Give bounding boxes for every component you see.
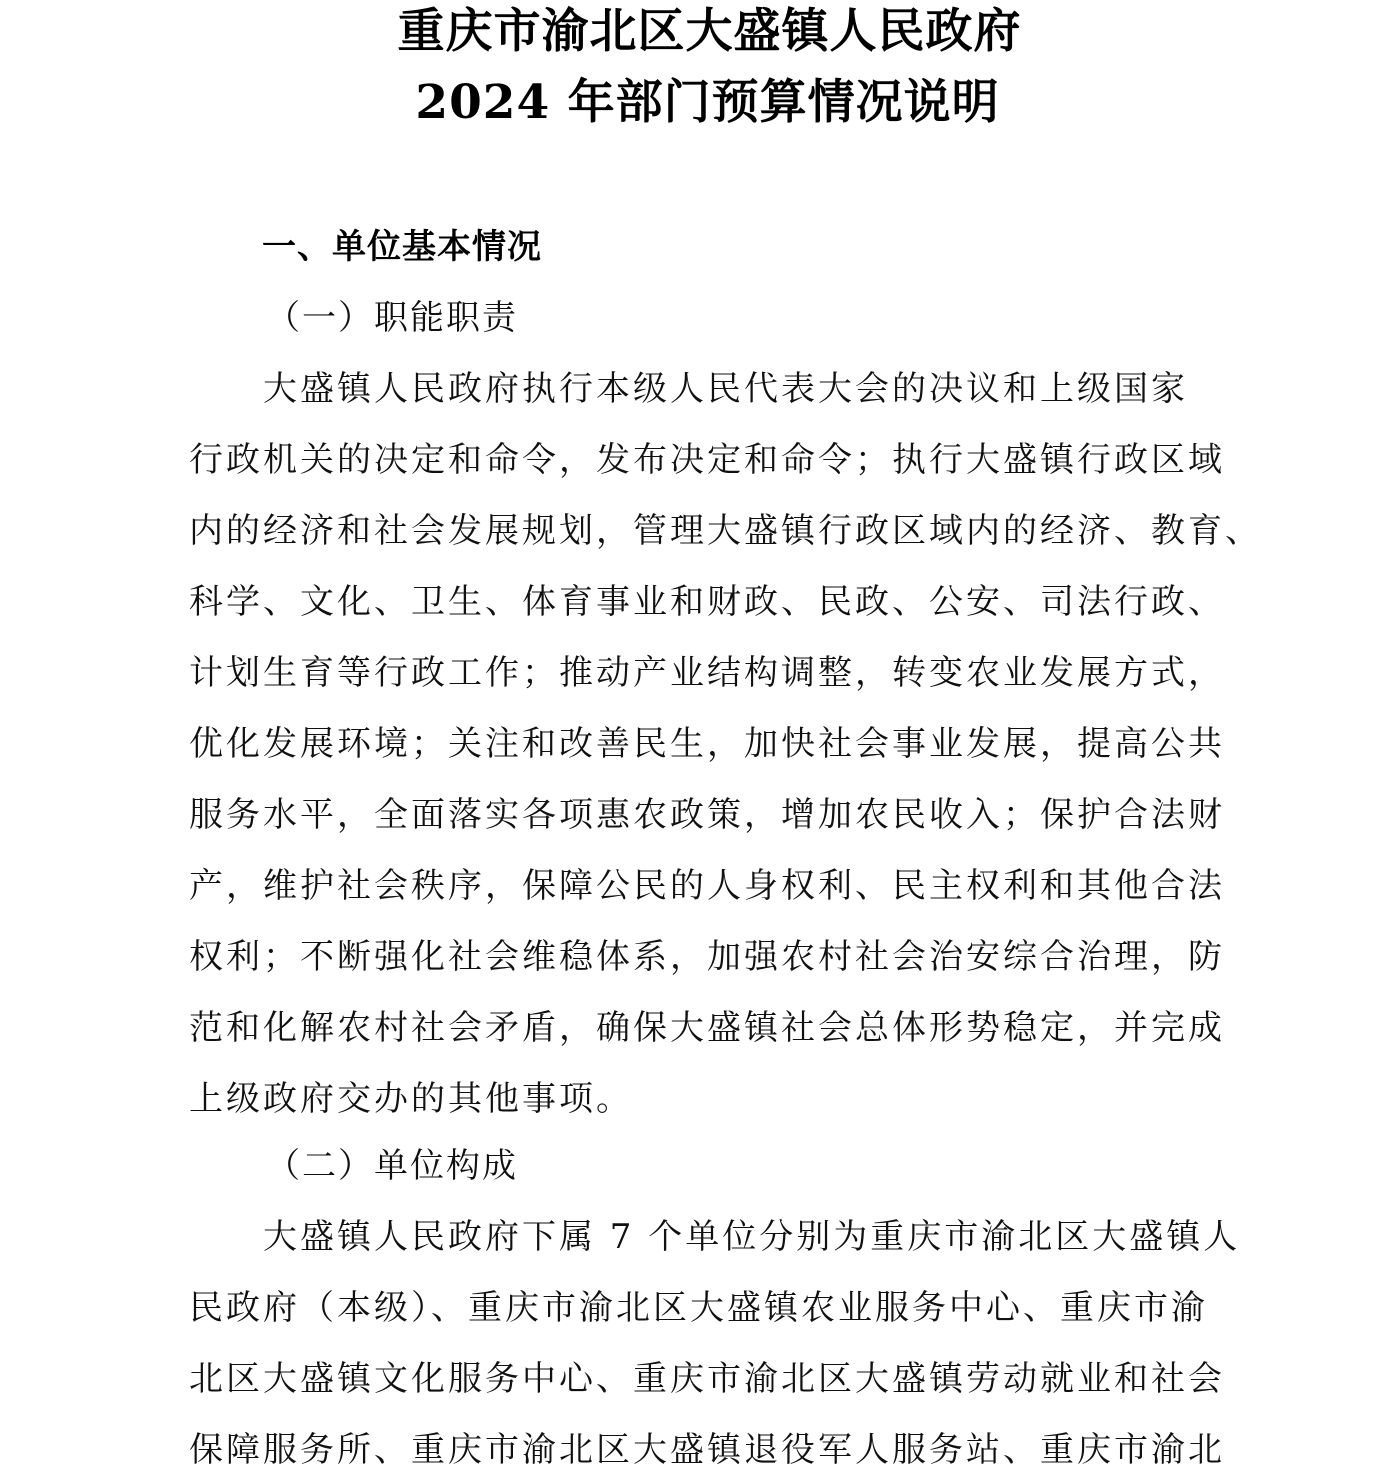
paragraph-line: 上级政府交办的其他事项。 [189, 1079, 633, 1119]
paragraph-line: 行政机关的决定和命令，发布决定和命令；执行大盛镇行政区域 [189, 440, 1225, 480]
paragraph-line: 大盛镇人民政府下属 7 个单位分别为重庆市渝北区大盛镇人 [189, 1217, 1241, 1257]
section-heading-basic-info: 一、单位基本情况 [262, 227, 542, 267]
subsection-heading-composition: （二）单位构成 [266, 1146, 518, 1186]
document-title-line-1: 重庆市渝北区大盛镇人民政府 [397, 4, 1022, 59]
paragraph-line: 科学、文化、卫生、体育事业和财政、民政、公安、司法行政、 [189, 582, 1225, 622]
paragraph-composition [189, 1202, 1259, 1468]
paragraph-line: 保障服务所、重庆市渝北区大盛镇退役军人服务站、重庆市渝北 [189, 1430, 1225, 1468]
paragraph-line: 北区大盛镇文化服务中心、重庆市渝北区大盛镇劳动就业和社会 [189, 1359, 1225, 1399]
paragraph-line: 范和化解农村社会矛盾，确保大盛镇社会总体形势稳定，并完成 [189, 1008, 1225, 1048]
paragraph-line: 大盛镇人民政府执行本级人民代表大会的决议和上级国家 [189, 369, 1188, 409]
paragraph-line: 服务水平，全面落实各项惠农政策，增加农民收入；保护合法财 [189, 795, 1225, 835]
paragraph-functions [189, 354, 1262, 1135]
paragraph-line: 内的经济和社会发展规划，管理大盛镇行政区域内的经济、教育、 [189, 511, 1262, 551]
paragraph-line: 计划生育等行政工作；推动产业结构调整，转变农业发展方式， [189, 653, 1225, 693]
document-title-line-2: 2024 年部门预算情况说明 [415, 75, 1000, 130]
paragraph-line: 民政府（本级）、重庆市渝北区大盛镇农业服务中心、重庆市渝 [189, 1288, 1208, 1328]
paragraph-line: 优化发展环境；关注和改善民生，加快社会事业发展，提高公共 [189, 724, 1225, 764]
subsection-heading-functions: （一）职能职责 [266, 298, 518, 338]
paragraph-line: 产，维护社会秩序，保障公民的人身权利、民主权利和其他合法 [189, 866, 1225, 906]
paragraph-line: 权利；不断强化社会维稳体系，加强农村社会治安综合治理，防 [189, 937, 1225, 977]
